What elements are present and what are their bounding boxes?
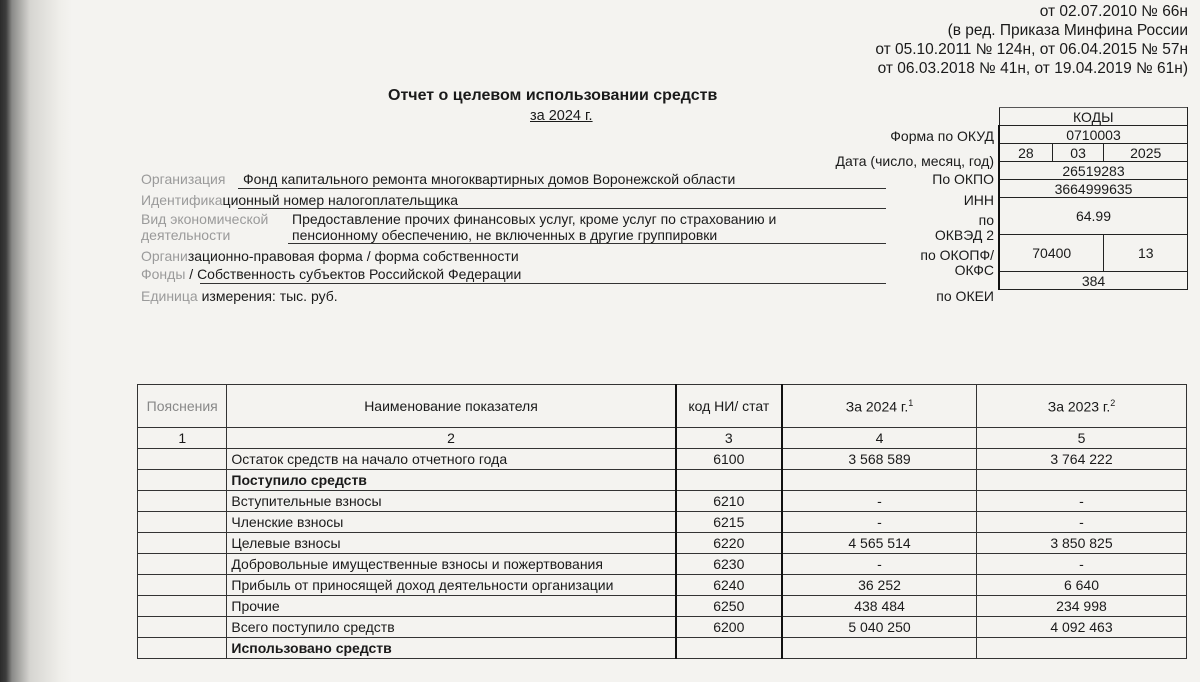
table-row — [138, 575, 1187, 596]
report-table — [137, 384, 1187, 659]
row-explanation — [138, 491, 227, 512]
row-code: 6210 — [676, 491, 783, 512]
row-year2: 234 998 — [976, 596, 1186, 617]
codes-table — [998, 107, 1188, 290]
order-line-2: (в ред. Приказа Минфина России — [947, 22, 1188, 39]
table-row — [138, 470, 1187, 491]
row-code: 6215 — [676, 512, 783, 533]
row-code: 6240 — [676, 575, 783, 596]
col-name-header: Наименование показателя — [227, 385, 676, 428]
order-line-3: от 05.10.2011 № 124н, от 06.04.2015 № 57н — [875, 41, 1188, 58]
okpo-value: 26519283 — [999, 162, 1188, 180]
row-year1: 5 040 250 — [782, 617, 976, 638]
unit-caption — [141, 289, 338, 304]
org-value: Фонд капитального ремонта многоквартирных домов Воронежской области — [243, 171, 736, 187]
inn-underline — [238, 208, 886, 209]
row-explanation — [138, 554, 227, 575]
row-year2: 3 764 222 — [976, 449, 1186, 470]
col-year1-header — [782, 385, 976, 428]
row-year2: 6 640 — [976, 575, 1186, 596]
row-explanation — [138, 449, 227, 470]
activity-value-2: пенсионному обеспечению, не включенных в другие группировки — [292, 227, 718, 243]
table-row — [138, 491, 1187, 512]
row-explanation — [138, 533, 227, 554]
okopf-label-1: по ОКОПФ/ — [920, 247, 994, 263]
legal-form-faded: Органи — [141, 248, 188, 264]
activity-label-2: деятельности — [141, 227, 231, 243]
date-day: 28 — [999, 144, 1052, 162]
row-explanation — [138, 512, 227, 533]
okei-label: по ОКЕИ — [936, 288, 994, 304]
row-explanation — [138, 470, 227, 491]
inn-caption-faded: Идентифика — [141, 192, 223, 208]
row-explanation — [138, 575, 227, 596]
row-year1: - — [782, 491, 976, 512]
okved-label — [935, 213, 994, 243]
okopf-label — [920, 248, 994, 278]
okpo-label: По ОКПО — [932, 171, 994, 187]
legal-value — [141, 267, 521, 282]
inn-caption-rest: ционный номер налогоплательщика — [222, 192, 459, 208]
row-year1 — [782, 470, 976, 491]
legal-value-faded: Фонды — [141, 266, 186, 282]
okved-value: 64.99 — [999, 198, 1188, 235]
date-label: Дата (число, месяц, год) — [835, 153, 994, 169]
okud-value: 0710003 — [999, 126, 1188, 144]
row-year1: 36 252 — [782, 575, 976, 596]
inn-caption — [141, 193, 458, 208]
row-year2 — [976, 470, 1186, 491]
activity-underline — [288, 243, 886, 244]
row-year1 — [782, 638, 976, 659]
row-year1: - — [782, 512, 976, 533]
report-title: Отчет о целевом использовании средств — [388, 87, 718, 104]
row-name: Прибыль от приносящей доход деятельности организации — [227, 575, 676, 596]
col-num-3: 3 — [676, 428, 783, 449]
year2-label: За 2023 г. — [1047, 398, 1111, 415]
inn-value: 3664999635 — [999, 180, 1188, 198]
section-heading-used: Использовано средств — [227, 638, 676, 659]
table-header-row — [138, 385, 1187, 428]
row-name: Целевые взносы — [227, 533, 676, 554]
table-row — [138, 554, 1187, 575]
year1-footnote: 1 — [908, 397, 914, 408]
date-month: 03 — [1052, 144, 1104, 162]
okved-label-1: по — [978, 212, 994, 228]
section-heading-received: Поступило средств — [227, 470, 676, 491]
legal-underline — [200, 283, 886, 284]
row-name: Прочие — [227, 596, 676, 617]
okved-label-2: ОКВЭД 2 — [934, 227, 994, 243]
col-year2-header — [976, 385, 1186, 428]
row-code: 6230 — [676, 554, 783, 575]
year1-label: За 2024 г. — [845, 398, 909, 415]
org-underline — [238, 188, 886, 189]
legal-value-rest: / Собственность субъектов Российской Федерации — [185, 266, 522, 282]
row-year1: 3 568 589 — [782, 449, 976, 470]
row-code — [676, 470, 783, 491]
col-code-header: код НИ/ стат — [676, 385, 783, 428]
row-year2: - — [976, 512, 1186, 533]
row-code: 6100 — [676, 449, 783, 470]
row-year2: - — [976, 554, 1186, 575]
row-name: Добровольные имущественные взносы и пожертвования — [227, 554, 676, 575]
col-num-2: 2 — [227, 428, 676, 449]
org-label: Организация — [141, 171, 226, 187]
row-explanation — [138, 638, 227, 659]
year2-footnote: 2 — [1110, 397, 1116, 408]
activity-value-1: Предоставление прочих финансовых услуг, кроме услуг по страхованию и — [292, 211, 777, 227]
table-row — [138, 533, 1187, 554]
row-year2 — [976, 638, 1186, 659]
row-year2: 4 092 463 — [976, 617, 1186, 638]
okei-value: 384 — [999, 272, 1188, 290]
table-row — [138, 638, 1187, 659]
row-code: 6220 — [676, 533, 783, 554]
table-row — [138, 449, 1187, 470]
table-row — [138, 512, 1187, 533]
order-line-1: от 02.07.2010 № 66н — [1039, 3, 1188, 20]
order-reference — [875, 2, 1188, 78]
legal-form-caption — [141, 249, 519, 264]
okfs-value: 13 — [1104, 235, 1188, 272]
row-year2: - — [976, 491, 1186, 512]
col-num-4: 4 — [782, 428, 976, 449]
inn-label: ИНН — [963, 192, 994, 208]
activity-label-1: Вид экономической — [141, 211, 269, 227]
book-spine-shadow — [0, 0, 72, 682]
okopf-label-2: ОКФС — [954, 262, 994, 278]
row-explanation — [138, 596, 227, 617]
col-num-5: 5 — [976, 428, 1186, 449]
row-name: Всего поступило средств — [227, 617, 676, 638]
row-code — [676, 638, 783, 659]
row-explanation — [138, 617, 227, 638]
table-row — [138, 617, 1187, 638]
date-year: 2025 — [1104, 144, 1188, 162]
row-year1: 438 484 — [782, 596, 976, 617]
row-code: 6250 — [676, 596, 783, 617]
okud-label: Форма по ОКУД — [890, 128, 994, 144]
col-num-1: 1 — [138, 428, 227, 449]
row-code: 6200 — [676, 617, 783, 638]
row-year1: - — [782, 554, 976, 575]
row-year2: 3 850 825 — [976, 533, 1186, 554]
order-line-4: от 06.03.2018 № 41н, от 19.04.2019 № 61н) — [877, 60, 1188, 77]
report-period: за 2024 г. — [530, 108, 593, 124]
row-name: Остаток средств на начало отчетного года — [227, 449, 676, 470]
table-row — [138, 596, 1187, 617]
row-name: Членские взносы — [227, 512, 676, 533]
okopf-value: 70400 — [999, 235, 1104, 272]
codes-header: КОДЫ — [999, 108, 1188, 126]
unit-rest: измерения: тыс. руб. — [197, 288, 338, 304]
row-name: Вступительные взносы — [227, 491, 676, 512]
row-year1: 4 565 514 — [782, 533, 976, 554]
col-explanations-header: Пояснения — [138, 385, 227, 428]
unit-faded: Единица — [141, 288, 198, 304]
legal-form-rest: зационно-правовая форма / форма собственности — [187, 248, 519, 264]
column-numbers-row — [138, 428, 1187, 449]
